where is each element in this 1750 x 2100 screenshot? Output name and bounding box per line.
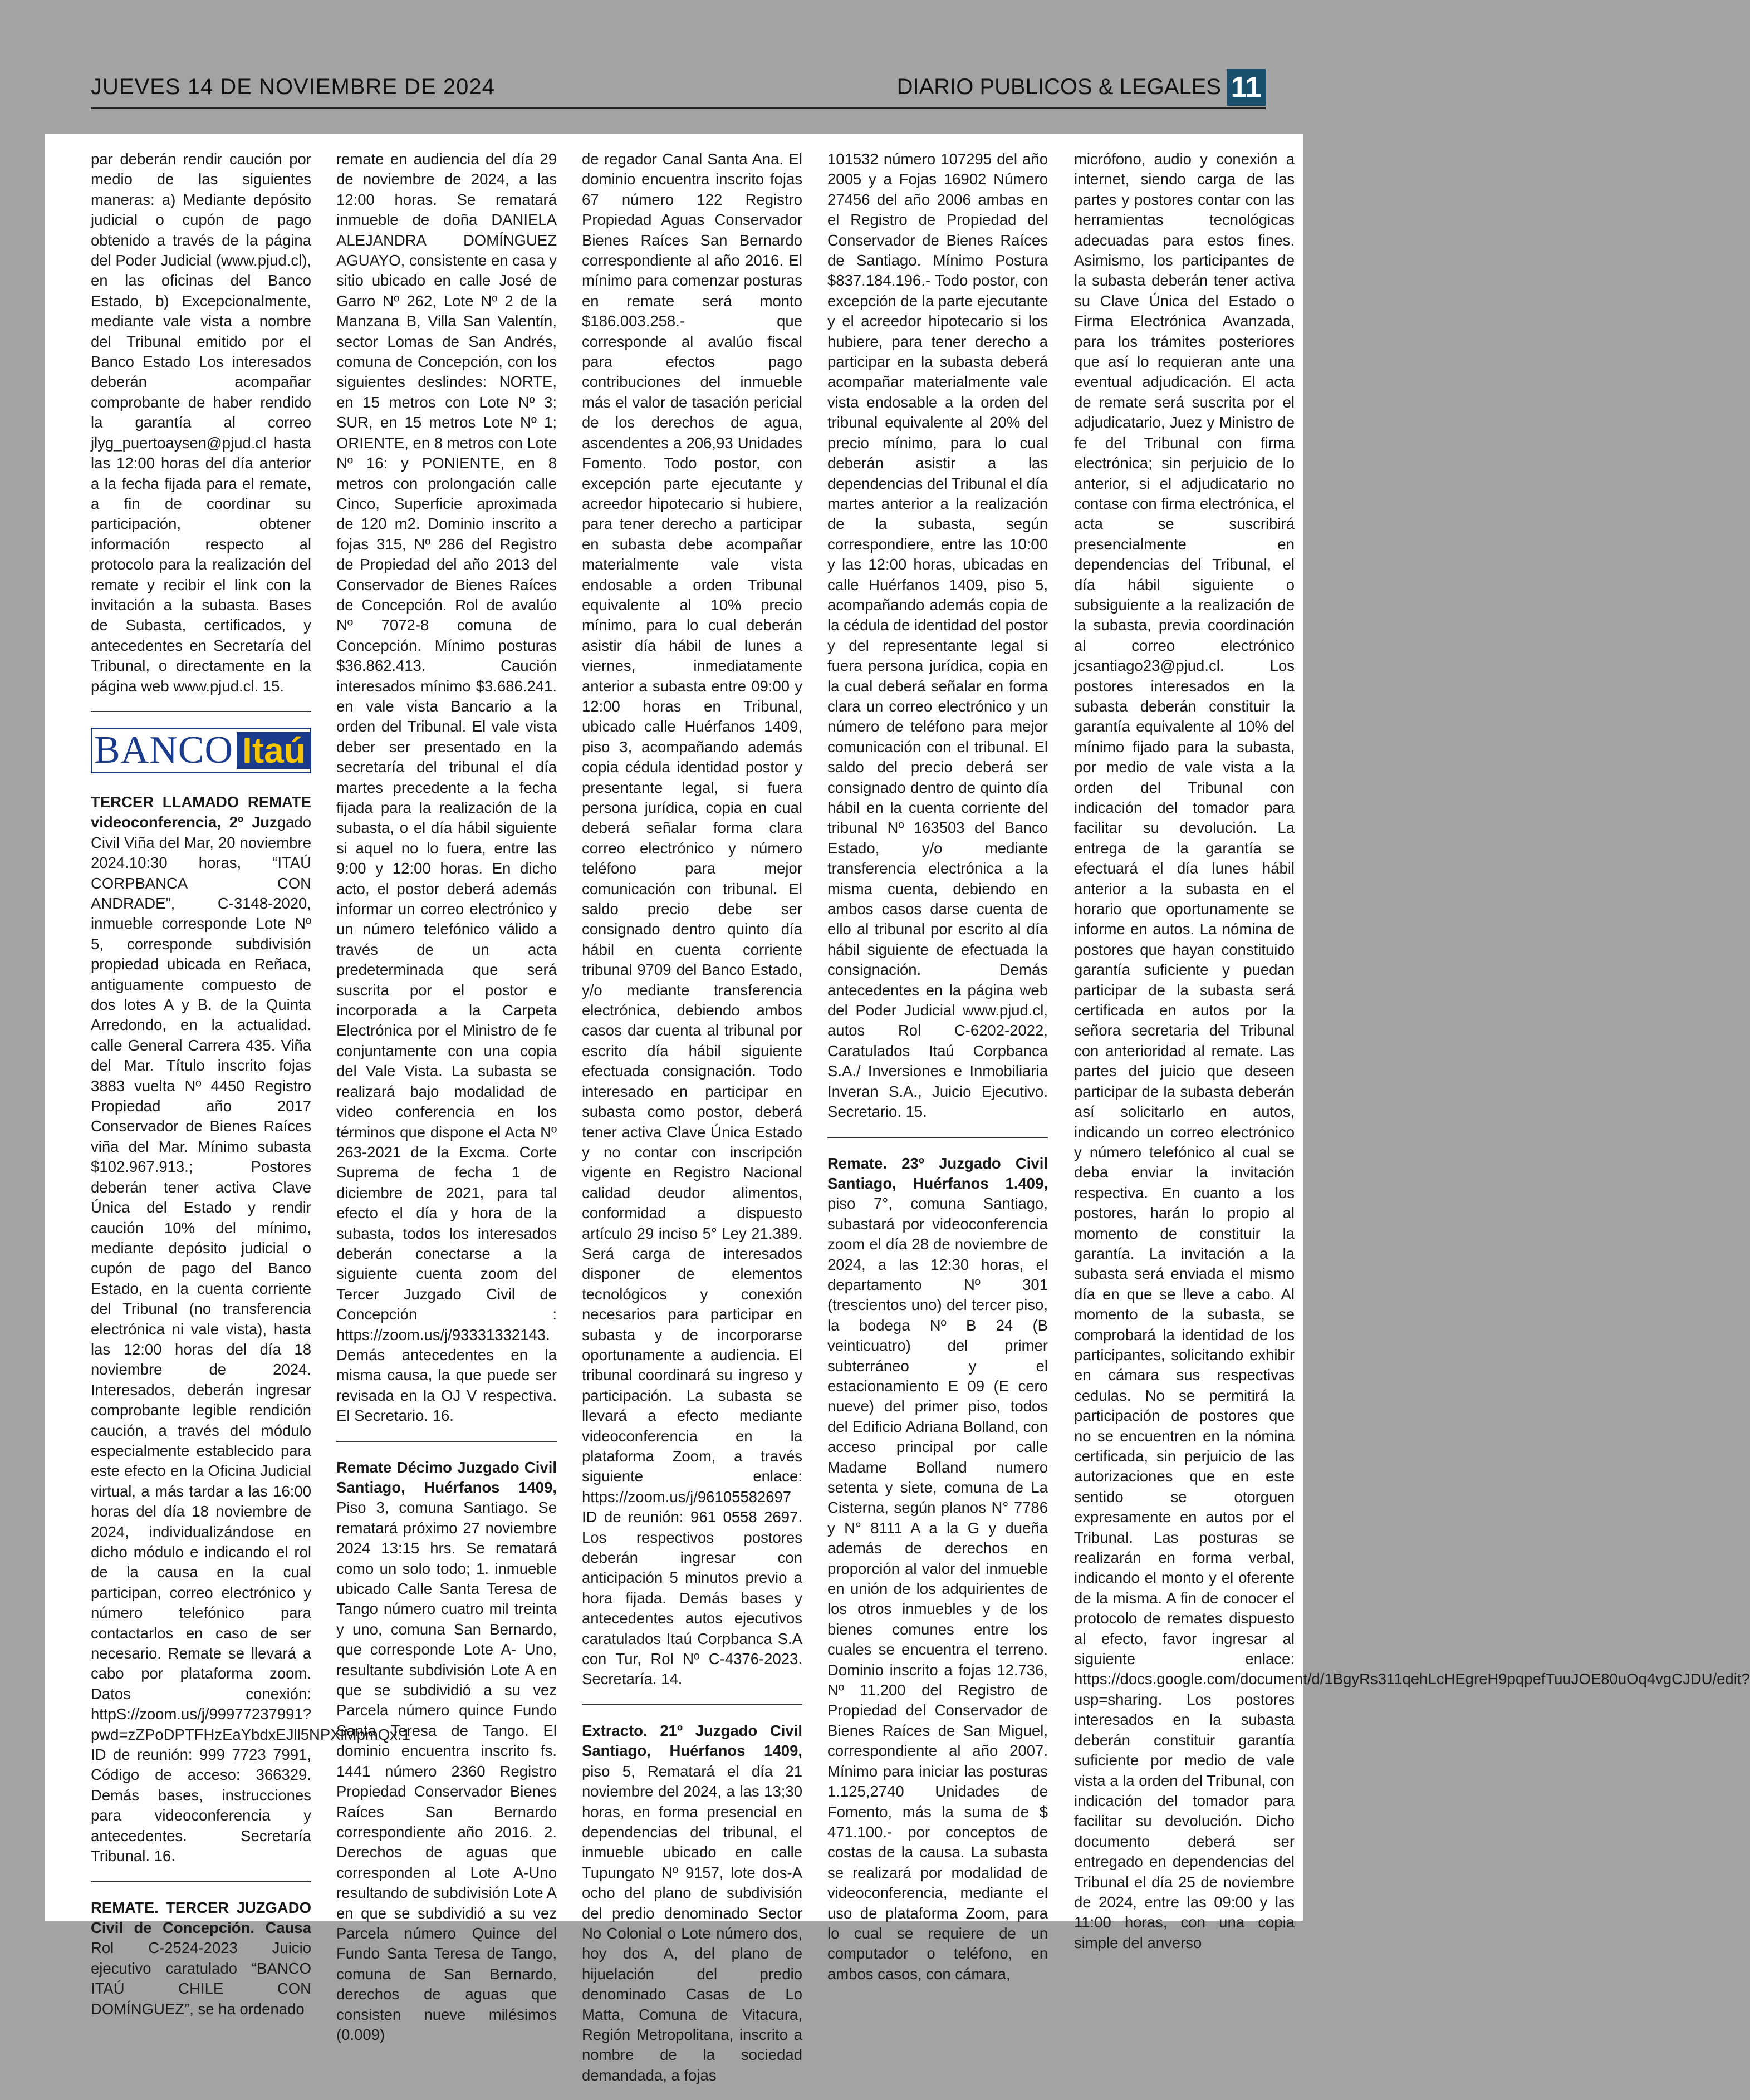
logo-word-banco: BANCO <box>94 728 234 772</box>
notice-lead: REMATE. TERCER JUZGADO Civil de Concepción. Causa <box>91 1898 311 1936</box>
notice-body: Rol C-2524-2023 Juicio ejecutivo caratulado “BANCO ITAÚ CHILE CON DOMÍNGUEZ”, se ha ordenado <box>91 1939 311 2018</box>
notice-text <box>582 1721 802 2086</box>
page-body <box>45 134 1750 2084</box>
notice-text <box>336 1458 557 2045</box>
notice-body: micrófono, audio y conexión a internet, siendo carga de las partes y postores contar con las herramientas tecnológicas adecuadas para estos fines. Asimismo, los participantes de la subasta deberán tener activa su Clave Única del Estado o Firma Electrónica Avanzada, para los trámites posteriores que así lo requieran ante una eventual adjudicación. El acta de remate será suscrita por el adjudicatario, Juez y Ministro de fe del Tribunal con firma electrónica; sin perjuicio de lo anterior, si el adjudicatario no contase con firma electrónica, el acta se suscribirá presencialmente en dependencias del Tribunal, el día hábil siguiente o subsiguiente a la realización de la subasta, previa coordinación al correo electrónico jcsantiago23@pjud.cl. Los postores interesados en la subasta deberán constituir la garantía equivalente al 10% del mínimo fijado para la subasta, por medio de vale vista a la orden del Tribunal con indicación del tomador para facilitar su devolución. La entrega de la garantía se efectuará el día lunes hábil anterior a la subasta en el horario que oportunamente se informe en autos. La nómina de postores que hayan constituido garantía suficiente y puedan participar de la subasta será certificada en autos por la señora secretaria del Tribunal con anterioridad al remate. Las partes del juicio que deseen participar de la subasta deberán así solicitarlo en autos, indicando un correo electrónico y número telefónico al cual se deba enviar la invitación respectiva. En cuanto a los postores, harán lo propio al momento de constituir la garantía. La invitación a la subasta será enviada el mismo día en que se lleve a cabo. Al momento de la subasta, se comprobará la identidad de los participantes, solicitando exhibir en cámara sus respectivas cedulas. No se permitirá la participación de postores que no se encuentren en la nómina certificada, sin perjuicio de las autorizaciones que en este sentido se otorguen expresamente en autos por el Tribunal. Las posturas se realizarán en forma verbal, indicando el monto y el oferente de la misma. A fin de conocer el protocolo de remates dispuesto al efecto, favor ingresar al siguiente enlace: https://docs.google.com/document/d/1BgyRs311qehLcHEgreH9pqpefTuuJOE80uOq4vgCJDU/edit?usp=sharing. Los postores interesados en la subasta deberán constituir garantía suficiente por medio de vale vista a la orden del Tribunal, con indicación del tomador para facilitar su devolución. Dicho documento deberá ser entregado en dependencias del Tribunal el día 25 de noviembre de 2024, entre las 09:00 y las 11:00 horas, con una copia simple del anverso <box>1074 150 1750 1951</box>
notice-continuation <box>1074 149 1750 1967</box>
column-4 <box>827 149 1048 1983</box>
notice-lead: Remate. 23º Juzgado Civil Santiago, Huérfanos 1.409, <box>827 1154 1048 1192</box>
header-publication: DIARIO PUBLICOS & LEGALES <box>896 75 1221 99</box>
notice-text <box>91 1898 311 2019</box>
header-date: JUEVES 14 DE NOVIEMBRE DE 2024 <box>91 75 495 99</box>
notice-continuation <box>582 149 802 1705</box>
notice <box>91 1898 311 2034</box>
notice-body: Piso 3, comuna Santiago. Se rematará próximo 27 noviembre 2024 13:15 hrs. Se rematará como un solo todo; 1. inmueble ubicado Calle Santa Teresa de Tango número cuatro mil treinta y uno, comuna San Bernardo, que corresponde Lote A- Uno, resultante subdivisión Lote A en que se subdividió a su vez Parcela número quince Fundo Santa Teresa de Tango. El dominio encuentra inscrito fs. 1441 número 2360 Registro Propiedad Conservador Bienes Raíces San Bernardo correspondiente año 2016. 2. Derechos de aguas que corresponden al Lote A-Uno resultando de subdivisión Lote A en que se subdividió a su vez Parcela número Quince del Fundo Santa Teresa de Tango, comuna de San Bernardo, derechos de aguas que consisten nueve milésimos (0.009) <box>336 1499 557 2043</box>
page-number-badge: 11 <box>1227 69 1266 106</box>
notice-body: piso 7°, comuna Santiago, subastará por videoconferencia zoom el día 28 de noviembre de 2024, a las 12:30 horas, el departamento Nº 301 (trescientos uno) del tercer piso, la bodega Nº B 24 (B veinticuatro) del primer subterráneo y el estacionamiento E 09 (E cero nueve) del primer piso, todos del Edificio Adriana Bolland, con acceso principal por calle Madame Bolland numero setenta y siete, comuna de La Cisterna, según planos N° 7786 y N° 8111 A a la G y dueña además de derechos en proporción al valor del inmueble en unión de los adquirientes de los otros inmuebles y de los bienes comunes entre los cuales se encuentra el terreno. Dominio inscrito a fojas 12.736, Nº 11.200 del Registro de Propiedad del Conservador de Bienes Raíces de San Miguel, correspondiente al año 2007. Mínimo para iniciar las posturas 1.125,2740 Unidades de Fomento, más la suma de $ 471.100.- por conceptos de costas de la causa. La subasta se realizará por modalidad de videoconferencia, mediante el uso de plataforma Zoom, para lo cual se requiere de un computador o teléfono, en ambos casos, con cámara, <box>827 1195 1048 1983</box>
notice-body: 101532 número 107295 del año 2005 y a Fojas 16902 Número 27456 del año 2006 ambas en el Registro de Propiedad del Conservador de Bienes Raíces de Santiago. Mínimo Postura $837.184.196.- Todo postor, con excepción de la parte ejecutante y el acreedor hipotecario si los hubiere, para tener derecho a participar en la subasta deberá acompañar materialmente vale vista endosable a la orden del tribunal equivalente al 20% del precio mínimo, para lo cual deberán asistir a las dependencias del Tribunal el día martes anterior a la realización de la subasta, según correspondiere, entre las 10:00 y las 12:00 horas, ubicadas en calle Huérfanos 1409, piso 5, acompañando además copia de la cédula de identidad del postor y del representante legal si fuera persona jurídica, copia en la cual deberá señalar en forma clara un correo electrónico y un número de teléfono para mejor comunicación con el tribunal. El saldo del precio deberá ser consignado dentro de quinto día hábil en la cuenta corriente del tribunal Nº 163503 del Banco Estado, y/o mediante transferencia electrónica a la misma cuenta, debiendo en ambos casos darse cuenta de ello al tribunal por escrito al día hábil siguiente de efectuada la consignación. Demás antecedentes en la página web del Poder Judicial www.pjud.cl, autos Rol C-6202-2022, Caratulados Itaú Corpbanca S.A./ Inversiones e Inmobiliaria Inveran S.A., Juicio Ejecutivo. Secretario. 15. <box>827 150 1048 1121</box>
notice <box>336 1458 557 2060</box>
notice-lead: TERCER LLAMADO REMATE videoconferencia, 2º Juz <box>91 793 311 831</box>
notice-body: gado Civil Viña del Mar, 20 noviembre 2024.10:30 horas, “ITAÚ CORPBANCA CON ANDRADE”, C-3148-2020, inmueble corresponde Lote Nº 5, corresponde subdivisión propiedad ubicada en Reñaca, antiguamente compuesto de dos lotes A y B. de la Quinta Arredondo, en la actualidad. calle General Carrera 435. Viña del Mar. Título inscrito fojas 3883 vuelta Nº 4450 Registro Propiedad año 2017 Conservador de Bienes Raíces viña del Mar. Mínimo subasta $102.967.913.; Postores deberán tener activa Clave Única del Estado y rendir caución 10% del mínimo, mediante depósito judicial o cupón de pago del Banco Estado, en la cuenta corriente del Tribunal (no transferencia electrónica ni vale vista), hasta las 12:00 horas del día 18 noviembre de 2024. Interesados, deberán ingresar comprobante legible rendición caución, a través del módulo especialmente establecido para este efecto en la Oficina Judicial virtual, a más tardar a las 16:00 horas del día 18 noviembre de 2024, individualizándose en dicho módulo e indicando el rol de la causa en la cual participan, correo electrónico y número telefónico para contactarlos en caso de ser necesario. Remate se llevará a cabo por plataforma zoom. Datos conexión: httpS://zoom.us/j/99977237991?pwd=zZPoDPTFHzEaYbdxEJll5NPXlMpmQx.1 ID de reunión: 999 7723 7991, Código de acceso: 366329. Demás bases, instrucciones para videoconferencia y antecedentes. Secretaría Tribunal. 16. <box>91 813 410 1865</box>
notice-body: par deberán rendir caución por medio de las siguientes maneras: a) Mediante depósito judicial o cupón de pago obtenido a través de la página del Poder Judicial (www.pjud.cl), en las oficinas del Banco Estado, b) Excepcionalmente, mediante vale vista a nombre del Tribunal emitido por el Banco Estado Los interesados deberán acompañar comprobante de haber rendido la garantía al correo jlyg_puertoaysen@pjud.cl hasta las 12:00 horas del día anterior a la fecha fijada para el remate, a fin de coordinar su participación, obtener información respecto al protocolo para la realización del remate y recibir el link con la invitación a la subasta. Bases de Subasta, certificados, y antecedentes en Secretaría del Tribunal, o directamente en la página web www.pjud.cl. 15. <box>91 150 311 695</box>
notice-continuation <box>827 149 1048 1138</box>
banco-itau-logo <box>91 728 311 773</box>
notice <box>827 1154 1048 1999</box>
notice-body: de regador Canal Santa Ana. El dominio encuentra inscrito fojas 67 número 122 Registro Propiedad Aguas Conservador Bienes Raíces San Bernardo correspondiente al año 2016. El mínimo para comenzar posturas en remate será monto $186.003.258.- que corresponde al avalúo fiscal para efectos pago contribuciones del inmueble más el valor de tasación pericial de los derechos de agua, ascendentes a 206,93 Unidades Fomento. Todo postor, con excepción parte ejecutante y acreedor hipotecario si hubiere, para tener derecho a participar en subasta debe acompañar materialmente vale vista endosable a orden Tribunal equivalente al 10% precio mínimo, para lo cual deberán asistir día hábil de lunes a viernes, inmediatamente anterior a subasta entre 09:00 y 12:00 horas en Tribunal, ubicado calle Huérfanos 1409, piso 3, acompañando además copia cédula identidad postor y presentante legal, si fuera persona jurídica, copia en cual deberá señalar forma clara correo electrónico y número teléfono para mejor comunicación con tribunal. El saldo precio debe ser consignado dentro quinto día hábil en cuenta corriente tribunal 9709 del Banco Estado, y/o mediante transferencia electrónica, debiendo ambos casos dar cuenta al tribunal por escrito día hábil siguiente efectuada consignación. Todo interesado en participar en subasta como postor, deberá tener activa Clave Única Estado y no contar con inscripción vigente en Registro Nacional calidad deudor alimentos, conformidad a dispuesto artículo 29 inciso 5° Ley 21.389. Será carga de interesados disponer de elementos tecnológicos y conexión necesarios para participar en subasta y de incorporarse oportunamente a audiencia. El tribunal coordinará su ingreso y participación. La subasta se llevará a efecto mediante videoconferencia en la plataforma Zoom, a través siguiente enlace: https://zoom.us/j/96105582697 ID de reunión: 961 0558 2697. Los respectivos postores deberán ingresar con anticipación 5 minutos previo a hora fijada. Demás bases y antecedentes autos ejecutivos caratulados Itaú Corpbanca S.A con Tur, Rol Nº C-4376-2023. Secretaría. 14. <box>582 150 802 1688</box>
notice <box>91 792 410 1882</box>
notice-body: piso 5, Rematará el día 21 noviembre del 2024, a las 13;30 horas, en forma presencial en dependencias del tribunal, el inmueble ubicado en calle Tupungato Nº 9157, lote dos-A ocho del plano de subdivisión del predio denominado Sector No Colonial o Lote número dos, hoy dos A, del plano de hijuelación del predio denominado Casas de Lo Matta, Comuna de Vitacura, Región Metropolitana, inscrito a nombre de la sociedad demandada, a fojas <box>582 1762 802 2084</box>
page-header <box>91 72 1266 107</box>
notice <box>582 1721 802 2100</box>
column-3 <box>582 149 802 2084</box>
notice-text <box>91 792 410 1867</box>
logo-word-itau: Itaú <box>237 732 311 769</box>
notice-continuation <box>91 149 311 712</box>
notice-lead: Extracto. 21º Juzgado Civil Santiago, Huérfanos 1409, <box>582 1721 802 1760</box>
notice-body: remate en audiencia del día 29 de noviembre de 2024, a las 12:00 horas. Se rematará inmueble de doña DANIELA ALEJANDRA DOMÍNGUEZ AGUAYO, consistente en casa y sitio ubicado en calle José de Garro Nº 262, Lote Nº 2 de la Manzana B, Villa San Valentín, sector Lomas de San Andrés, comuna de Concepción, con los siguientes deslindes: NORTE, en 15 metros con Lote Nº 3; SUR, en 15 metros Lote Nº 1; ORIENTE, en 8 metros con Lote Nº 16: y PONIENTE, en 8 metros con prolongación calle Cinco, Superficie aproximada de 120 m2. Dominio inscrito a fojas 315, Nº 286 del Registro de Propiedad del año 2013 del Conservador de Bienes Raíces de Concepción. Rol de avalúo Nº 7072-8 comuna de Concepción. Mínimo posturas $36.862.413. Caución interesados mínimo $3.686.241. en vale vista Bancario a la orden del Tribunal. El vale vista deber ser presentado en la secretaría del tribunal el día martes precedente a la fecha fijada para la realización de la subasta, o el día hábil siguiente si aquel no lo fuera, entre las 9:00 y 12:00 horas. En dicho acto, el postor deberá además informar un correo electrónico y un número telefónico válido a través de un acta predeterminada que será suscrita por el postor e incorporada a la Carpeta Electrónica por el Ministro de fe conjuntamente con una copia del Vale Vista. La subasta se realizará bajo modalidad de video conferencia en los términos que dispone el Acta Nº 263-2021 de la Excma. Corte Suprema de fecha 1 de diciembre de 2021, para tal efecto el día y hora de la subasta, todos los interesados deberán conectarse a la siguiente cuenta zoom del Tercer Juzgado Civil de Concepción : https://zoom.us/j/93331332143. Demás antecedentes en la misma causa, la que puede ser revisada en la OJ V respectiva. El Secretario. 16. <box>336 150 557 1425</box>
header-rule <box>91 107 1266 109</box>
notice-lead: Remate Décimo Juzgado Civil Santiago, Huérfanos 1409, <box>336 1458 557 1496</box>
column-1 <box>91 149 410 2018</box>
column-2 <box>336 149 557 2043</box>
notice-text <box>827 1154 1048 1985</box>
notice-continuation <box>336 149 557 1442</box>
column-5 <box>1074 149 1750 1951</box>
